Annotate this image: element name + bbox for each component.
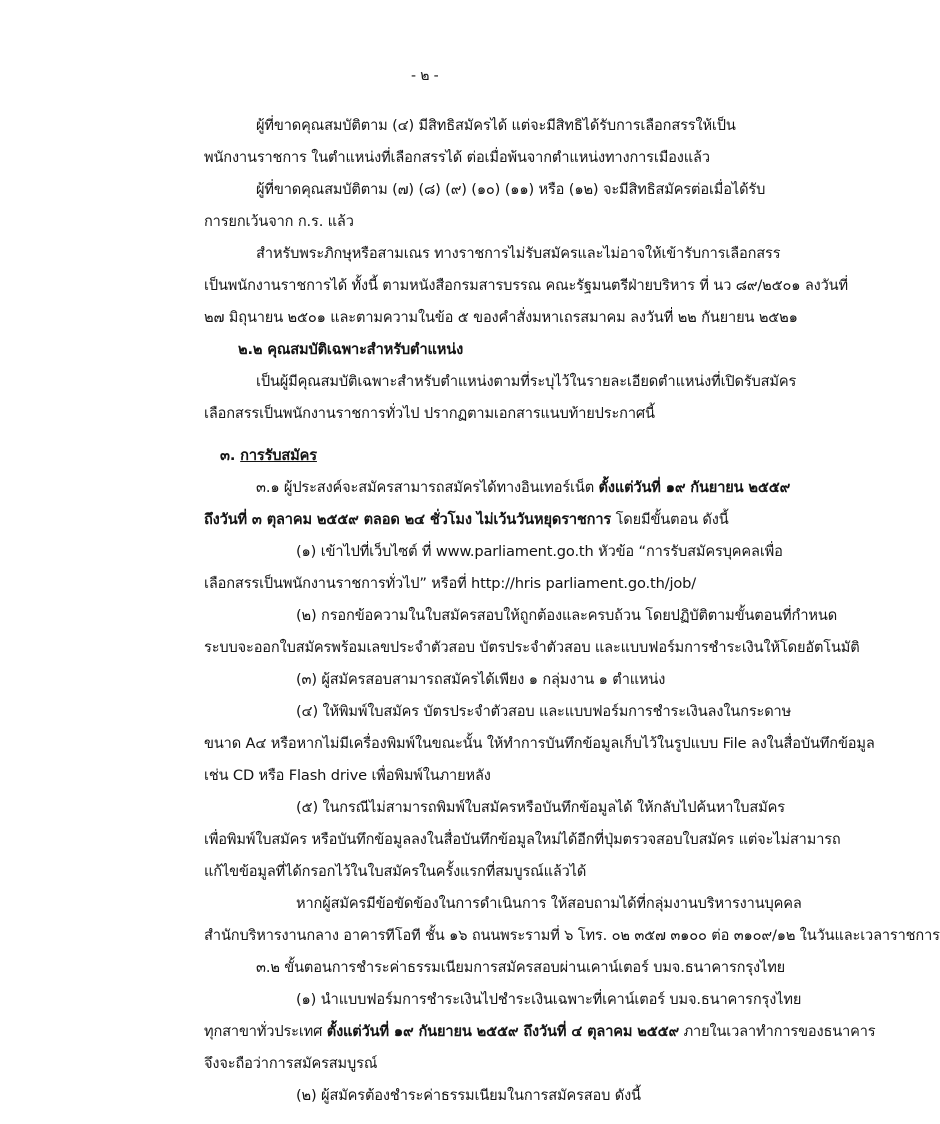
para-line: (๒) ผู้สมัครต้องชำระค่าธรรมเนียมในการสมัครสอบ ดังนี้ <box>296 1087 641 1104</box>
para-line: ผู้ที่ขาดคุณสมบัติตาม (๔) มีสิทธิสมัครได้ แต่จะมีสิทธิได้รับการเลือกสรรให้เป็น <box>256 117 736 134</box>
text-run: ทุกสาขาทั่วประเทศ <box>204 1023 327 1040</box>
section-heading-3 <box>220 446 317 466</box>
para-line: พนักงานราชการ ในตำแหน่งที่เลือกสรรได้ ต่อเมื่อพ้นจากตำแหน่งทางการเมืองแล้ว <box>204 149 710 166</box>
emphasis-run: ตั้งแต่วันที่ ๑๙ กันยายน ๒๕๕๙ <box>598 479 791 496</box>
para-line <box>204 510 729 530</box>
text-run: ภายในเวลาทำการของธนาคาร <box>679 1023 876 1040</box>
para-line: ระบบจะออกใบสมัครพร้อมเลขประจำตัวสอบ บัตรประจำตัวสอบ และแบบฟอร์มการชำระเงินให้โดยอัตโนมัติ <box>204 639 860 656</box>
para-line: เลือกสรรเป็นพนักงานราชการทั่วไป ปรากฏตามเอกสารแนบท้ายประกาศนี้ <box>204 405 655 422</box>
section-title: การรับสมัคร <box>240 447 317 464</box>
text-run: ๓.๑ ผู้ประสงค์จะสมัครสามารถสมัครได้ทางอินเทอร์เน็ต <box>256 479 599 496</box>
para-line: หากผู้สมัครมีข้อขัดข้องในการดำเนินการ ให้สอบถามได้ที่กลุ่มงานบริหารงานบุคคล <box>296 895 802 912</box>
text-run: โดยมีขั้นตอน ดังนี้ <box>611 511 729 528</box>
para-line: (๕) ในกรณีไม่สามารถพิมพ์ใบสมัครหรือบันทึกข้อมูลได้ ให้กลับไปค้นหาใบสมัคร <box>296 799 785 816</box>
para-line: เช่น CD หรือ Flash drive เพื่อพิมพ์ในภายหลัง <box>204 767 491 784</box>
para-line: จึงจะถือว่าการสมัครสมบูรณ์ <box>204 1055 378 1072</box>
para-line: เลือกสรรเป็นพนักงานราชการทั่วไป” หรือที่ http://hris parliament.go.th/job/ <box>204 575 697 592</box>
para-line <box>204 1022 875 1042</box>
para-line: สำนักบริหารงานกลาง อาคารทีโอที ชั้น ๑๖ ถนนพระรามที่ ๖ โทร. ๐๒ ๓๕๗ ๓๑๐๐ ต่อ ๓๑๐๙/๑๒ ในวันและเวลาราชการ <box>204 927 940 944</box>
section-number: ๓. <box>220 447 236 464</box>
para-line <box>256 478 790 498</box>
page-number: - ๒ - <box>411 68 439 84</box>
section-heading-2-2: ๒.๒ คุณสมบัติเฉพาะสำหรับตำแหน่ง <box>238 341 464 358</box>
emphasis-run: ถึงวันที่ ๓ ตุลาคม ๒๕๕๙ ตลอด ๒๔ ชั่วโมง ไม่เว้นวันหยุดราชการ <box>204 511 612 528</box>
para-line: เป็นพนักงานราชการได้ ทั้งนี้ ตามหนังสือกรมสารบรรณ คณะรัฐมนตรีฝ่ายบริหาร ที่ นว ๘๙/๒๕๐๑ ลงวันที่ <box>204 277 848 294</box>
para-line: ๒๗ มิถุนายน ๒๕๐๑ และตามความในข้อ ๕ ของคำสั่งมหาเถรสมาคม ลงวันที่ ๒๒ กันยายน ๒๕๒๑ <box>204 309 798 326</box>
para-line: (๑) นำแบบฟอร์มการชำระเงินไปชำระเงินเฉพาะที่เคาน์เตอร์ บมจ.ธนาคารกรุงไทย <box>296 991 802 1008</box>
para-line: (๓) ผู้สมัครสอบสามารถสมัครได้เพียง ๑ กลุ่มงาน ๑ ตำแหน่ง <box>296 671 666 688</box>
para-line: ๓.๒ ขั้นตอนการชำระค่าธรรมเนียมการสมัครสอบผ่านเคาน์เตอร์ บมจ.ธนาคารกรุงไทย <box>256 959 786 976</box>
para-line: สำหรับพระภิกษุหรือสามเณร ทางราชการไม่รับสมัครและไม่อาจให้เข้ารับการเลือกสรร <box>256 245 781 262</box>
para-line: เป็นผู้มีคุณสมบัติเฉพาะสำหรับตำแหน่งตามที่ระบุไว้ในรายละเอียดตำแหน่งที่เปิดรับสมัคร <box>256 373 797 390</box>
para-line: (๑) เข้าไปที่เว็บไซต์ ที่ www.parliament.go.th หัวข้อ “การรับสมัครบุคคลเพื่อ <box>296 543 783 560</box>
emphasis-run: ตั้งแต่วันที่ ๑๙ กันยายน ๒๕๕๙ ถึงวันที่ ๔ ตุลาคม ๒๕๕๙ <box>326 1023 680 1040</box>
para-line: การยกเว้นจาก ก.ร. แล้ว <box>204 213 354 230</box>
para-line: ผู้ที่ขาดคุณสมบัติตาม (๗) (๘) (๙) (๑๐) (๑๑) หรือ (๑๒) จะมีสิทธิสมัครต่อเมื่อได้รับ <box>256 181 766 198</box>
para-line: (๒) กรอกข้อความในใบสมัครสอบให้ถูกต้องและครบถ้วน โดยปฏิบัติตามขั้นตอนที่กำหนด <box>296 607 838 624</box>
para-line: เพื่อพิมพ์ใบสมัคร หรือบันทึกข้อมูลลงในสื่อบันทึกข้อมูลใหม่ได้อีกที่ปุ่มตรวจสอบใบสมัคร แต่จะไม่สามารถ <box>204 831 841 848</box>
para-line: ขนาด A๔ หรือหากไม่มีเครื่องพิมพ์ในขณะนั้น ให้ทำการบันทึกข้อมูลเก็บไว้ในรูปแบบ File ลงในสื่อบันทึกข้อมูล <box>204 735 875 752</box>
para-line: แก้ไขข้อมูลที่ได้กรอกไว้ในใบสมัครในครั้งแรกที่สมบูรณ์แล้วได้ <box>204 863 587 880</box>
para-line: (๔) ให้พิมพ์ใบสมัคร บัตรประจำตัวสอบ และแบบฟอร์มการชำระเงินลงในกระดาษ <box>296 703 792 720</box>
